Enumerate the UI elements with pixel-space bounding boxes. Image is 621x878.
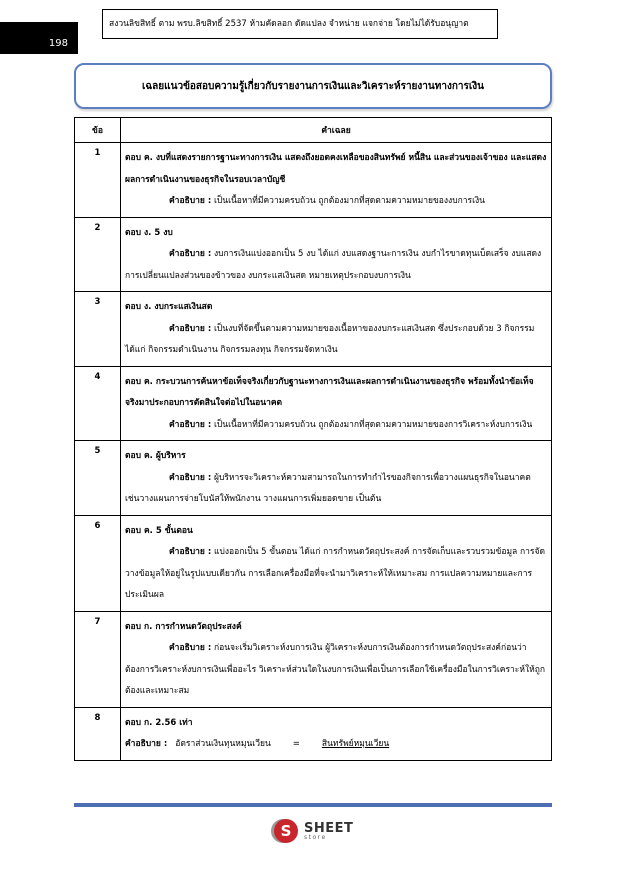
logo-subtitle: store (304, 833, 327, 841)
row-number: 3 (75, 292, 121, 367)
row-number: 7 (75, 611, 121, 707)
explanation-label: คำอธิบาย : (169, 472, 212, 483)
row-number: 1 (75, 143, 121, 218)
table-row (75, 515, 552, 611)
explanation-text: งบการเงินแบ่งออกเป็น 5 งบ ได้แก่ งบแสดงฐานะการเงิน งบกำไรขาดทุนเบ็ดเสร็จ งบแสดงการเปลี่ยนแปลงส่วนของข้าวของ งบกระแสเงินสด หมายเหตุประกอบงบการเงิน (125, 249, 542, 281)
table-row (75, 217, 552, 292)
formula (125, 734, 547, 756)
explanation (125, 415, 547, 437)
answer-text: ตอบ ค. 5 ขั้นตอน (125, 525, 193, 536)
explanation-label: คำอธิบาย : (169, 249, 212, 259)
row-number: 2 (75, 217, 121, 292)
explanation-label: คำอธิบาย : (125, 739, 168, 749)
explanation-text: เป็นเนื้อหาที่มีความครบถ้วน ถูกต้องมากที่สุดตามความหมายของงบการเงิน (213, 196, 485, 206)
answer-cell (121, 441, 552, 516)
column-header-answer: คำเฉลย (121, 118, 552, 143)
formula-equals: = (292, 739, 300, 749)
row-number: 4 (75, 366, 121, 441)
answer-cell (121, 515, 552, 611)
column-header-no: ข้อ (75, 118, 121, 143)
answer-text: ตอบ ค. งบที่แสดงรายการฐานะทางการเงิน แสดงถึงยอดคงเหลือของสินทรัพย์ หนี้สิน และส่วนของเจ้าของ และแสดงผลการดำเนินงานของธุรกิจในรอบเวลาบัญชี (125, 153, 547, 185)
explanation-text: ผู้บริหารจะวิเคราะห์ความสามารถในการทำกำไรของกิจการเพื่อวางแผนธุรกิจในอนาคต เช่นวางแผนการจ่ายโบนัสให้พนักงาน วางแผนการเพิ่มยอดขาย เป็นต้น (125, 472, 531, 504)
answer-cell (121, 217, 552, 292)
explanation-text: ก่อนจะเริ่มวิเคราะห์งบการเงิน ผู้วิเคราะห์งบการเงินต้องการกำหนดวัตถุประสงค์ก่อนว่า ต้องการวิเคราะห์งบการเงินเพื่ออะไร วิเคราะห์ส่วนใดในงบการเงินเพื่อเป็นการเลือกใช้เครื่องมือในการวิเคราะห์ให้ถูกต้องและเหมาะสม (125, 643, 546, 696)
formula-left: อัตราส่วนเงินทุนหมุนเวียน (175, 739, 271, 749)
table-row (75, 707, 552, 760)
logo-s-icon: S (274, 819, 298, 843)
answer-cell (121, 143, 552, 218)
answer-text: ตอบ ง. 5 งบ (125, 227, 173, 238)
explanation (125, 244, 547, 287)
answer-table (74, 117, 552, 761)
explanation (125, 542, 547, 607)
page-number-block (0, 22, 78, 54)
page-number: 198 (48, 38, 68, 49)
row-number: 6 (75, 515, 121, 611)
explanation (125, 319, 547, 362)
row-number: 5 (75, 441, 121, 516)
explanation-label: คำอธิบาย : (169, 196, 212, 206)
logo-name: SHEET (304, 820, 354, 836)
table-header-row (75, 118, 552, 143)
table-row (75, 143, 552, 218)
table-row (75, 292, 552, 367)
answer-text: ตอบ ค. กระบวนการค้นหาข้อเท็จจริงเกี่ยวกับฐานะทางการเงินและผลการดำเนินงานของธุรกิจ พร้อมทั้งนำข้อเท็จจริงมาประกอบการตัดสินใจต่อไปในอนาคต (125, 376, 534, 408)
explanation-text: แบ่งออกเป็น 5 ขั้นตอน ได้แก่ การกำหนดวัตถุประสงค์ การจัดเก็บและรวบรวมข้อมูล การจัดวางข้อมูลให้อยู่ในรูปแบบเดียวกัน การเลือกเครื่องมือที่จะนำมาวิเคราะห์ให้เหมาะสม การแปลความหมายและการประเมินผล (125, 547, 545, 600)
logo-wordmark (304, 822, 353, 841)
sheet-store-logo (274, 815, 353, 847)
explanation-label: คำอธิบาย : (169, 643, 212, 653)
answer-cell (121, 366, 552, 441)
section-title-text: เฉลยแนวข้อสอบความรู้เกี่ยวกับรายงานการเงินและวิเคราะห์รายงานทางการเงิน (141, 80, 485, 92)
explanation (125, 638, 547, 703)
answer-cell (121, 292, 552, 367)
answer-text: ตอบ ก. 2.56 เท่า (125, 717, 193, 728)
formula-numerator: สินทรัพย์หมุนเวียน (321, 739, 390, 749)
table-row (75, 366, 552, 441)
answer-text: ตอบ ก. การกำหนดวัตถุประสงค์ (125, 621, 242, 632)
table-row (75, 611, 552, 707)
section-title (74, 63, 552, 109)
table-row (75, 441, 552, 516)
explanation-label: คำอธิบาย : (169, 323, 212, 334)
answer-text: ตอบ ค. ผู้บริหาร (125, 451, 186, 461)
row-number: 8 (75, 707, 121, 760)
explanation-text: เป็นงบที่จัดขึ้นตามความหมายของเนื้อหาของงบกระแสเงินสด ซึ่งประกอบด้วย 3 กิจกรรมได้แก่ กิจกรรมดำเนินงาน กิจกรรมลงทุน กิจกรรมจัดหาเงิน (125, 323, 535, 355)
explanation (125, 468, 547, 511)
footer-rule (74, 803, 552, 807)
answer-cell (121, 707, 552, 760)
explanation-text: เป็นเนื้อหาที่มีความครบถ้วน ถูกต้องมากที่สุดตามความหมายของการวิเคราะห์งบการเงิน (213, 419, 533, 430)
answer-text: ตอบ ง. งบกระแสเงินสด (125, 302, 213, 312)
explanation-label: คำอธิบาย : (169, 547, 212, 557)
copyright-notice: สงวนลิขสิทธิ์ ตาม พรบ.ลิขสิทธิ์ 2537 ห้ามคัดลอก ดัดแปลง จำหน่าย แจกจ่าย โดยไม่ได้รับอนุญาต (102, 9, 498, 39)
answer-cell (121, 611, 552, 707)
explanation (125, 191, 547, 213)
explanation-label: คำอธิบาย : (169, 419, 212, 430)
